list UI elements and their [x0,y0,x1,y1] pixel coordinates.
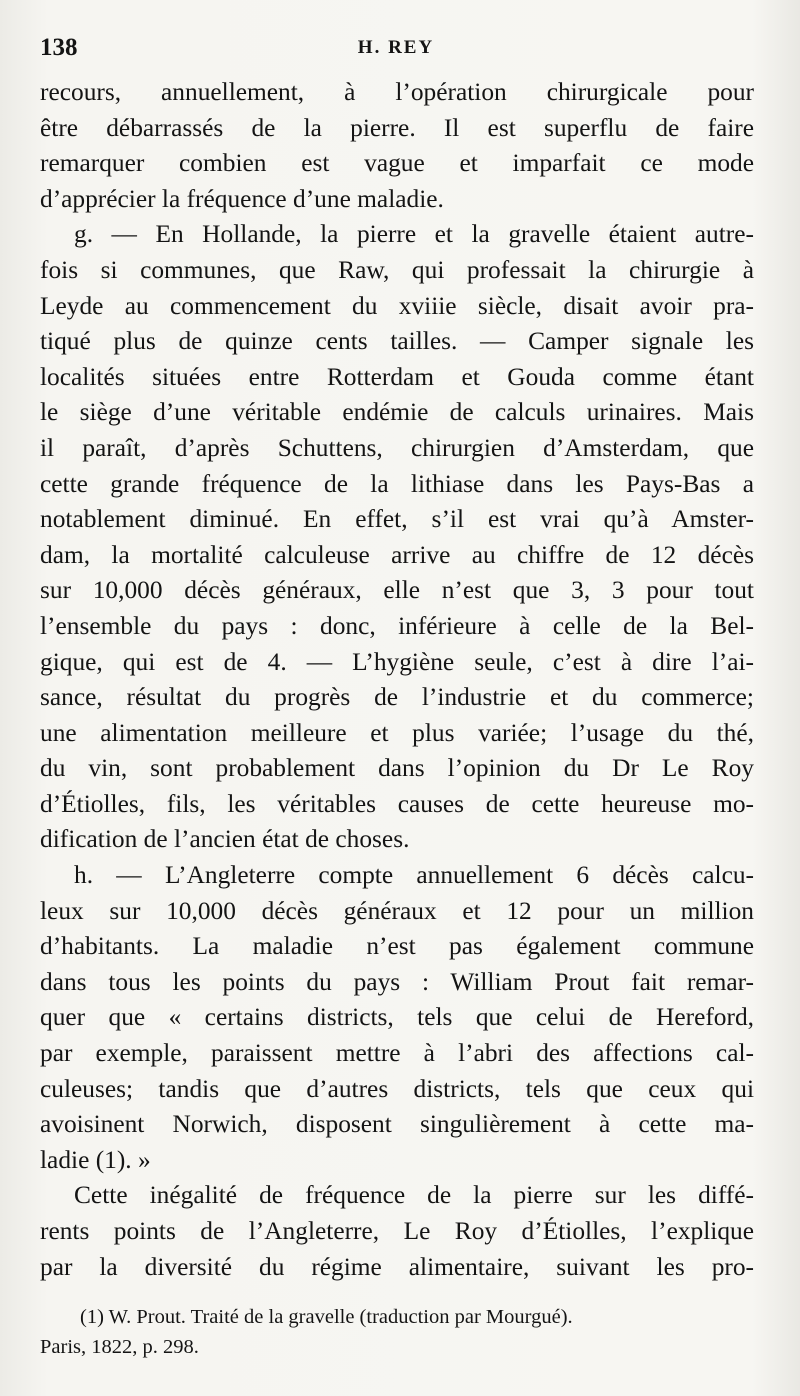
text-line: gique, qui est de 4. — L’hygiène seule, c’est à dire l’ai- [40,647,754,676]
footnote-line: (1) W. Prout. Traité de la gravelle (traduction par Mourgué). [80,1306,573,1328]
text-line: du vin, sont probablement dans l’opinion du Dr Le Roy [40,754,754,783]
text-line: Cette inégalité de fréquence de la pierre sur les diffé- [74,1181,754,1210]
text-line: notablement diminué. En effet, s’il est vrai qu’à Amster- [40,505,754,534]
text-line: localités situées entre Rotterdam et Gouda comme étant [40,362,754,391]
text-line: dification de l’ancien état de choses. [40,825,410,854]
text-line: dam, la mortalité calculeuse arrive au chiffre de 12 décès [40,540,754,569]
text-line: ladie (1). » [40,1145,151,1174]
text-line: culeuses; tandis que d’autres districts, tels que ceux qui [40,1074,754,1103]
running-head: H. REY [357,37,435,58]
text-line: quer que « certains districts, tels que celui de Hereford, [40,1003,754,1032]
text-line: h. — L’Angleterre compte annuellement 6 décès calcu- [74,861,754,890]
text-line: remarquer combien est vague et imparfait ce mode [40,149,754,178]
text-line: une alimentation meilleure et plus variée; l’usage du thé, [40,718,754,747]
footnote-line: Paris, 1822, p. 298. [40,1336,199,1358]
text-line: recours, annuellement, à l’opération chirurgicale pour [40,78,754,106]
text-line: avoisinent Norwich, disposent singulièrement à cette ma- [40,1110,754,1139]
footnotes [40,1302,756,1362]
text-line: l’ensemble du pays : donc, inférieure à celle de la Bel- [40,611,754,640]
page-number: 138 [40,34,78,61]
body-text [40,75,754,1285]
text-line: sance, résultat du progrès de l’industrie et du commerce; [40,683,754,712]
text-line: leux sur 10,000 décès généraux et 12 pour un million [40,896,754,925]
text-line: il paraît, d’après Schuttens, chirurgien d’Amsterdam, que [40,433,754,462]
text-line: être débarrassés de la pierre. Il est superflu de faire [40,113,754,142]
text-line: g. — En Hollande, la pierre et la gravelle étaient autre- [74,220,754,249]
text-line: d’habitants. La maladie n’est pas également commune [40,932,754,961]
text-line: par exemple, paraissent mettre à l’abri des affections cal- [40,1039,754,1068]
text-line: d’Étiolles, fils, les véritables causes de cette heureuse mo- [40,789,754,818]
text-line: Leyde au commencement du xviiie siècle, disait avoir pra- [40,291,754,320]
text-line: fois si communes, que Raw, qui professait la chirurgie à [40,255,754,284]
text-line: rents points de l’Angleterre, Le Roy d’Étiolles, l’explique [40,1217,754,1245]
text-line: par la diversité du régime alimentaire, suivant les pro- [40,1252,754,1281]
text-line: tiqué plus de quinze cents tailles. — Camper signale les [40,327,754,356]
text-line: cette grande fréquence de la lithiase dans les Pays-Bas a [40,469,754,498]
text-line: d’apprécier la fréquence d’une maladie. [40,184,444,213]
text-line: le siège d’une véritable endémie de calculs urinaires. Mais [40,398,754,427]
text-line: dans tous les points du pays : William Prout fait remar- [40,967,754,996]
text-line: sur 10,000 décès généraux, elle n’est que 3, 3 pour tout [40,576,754,605]
page-header [40,34,752,74]
